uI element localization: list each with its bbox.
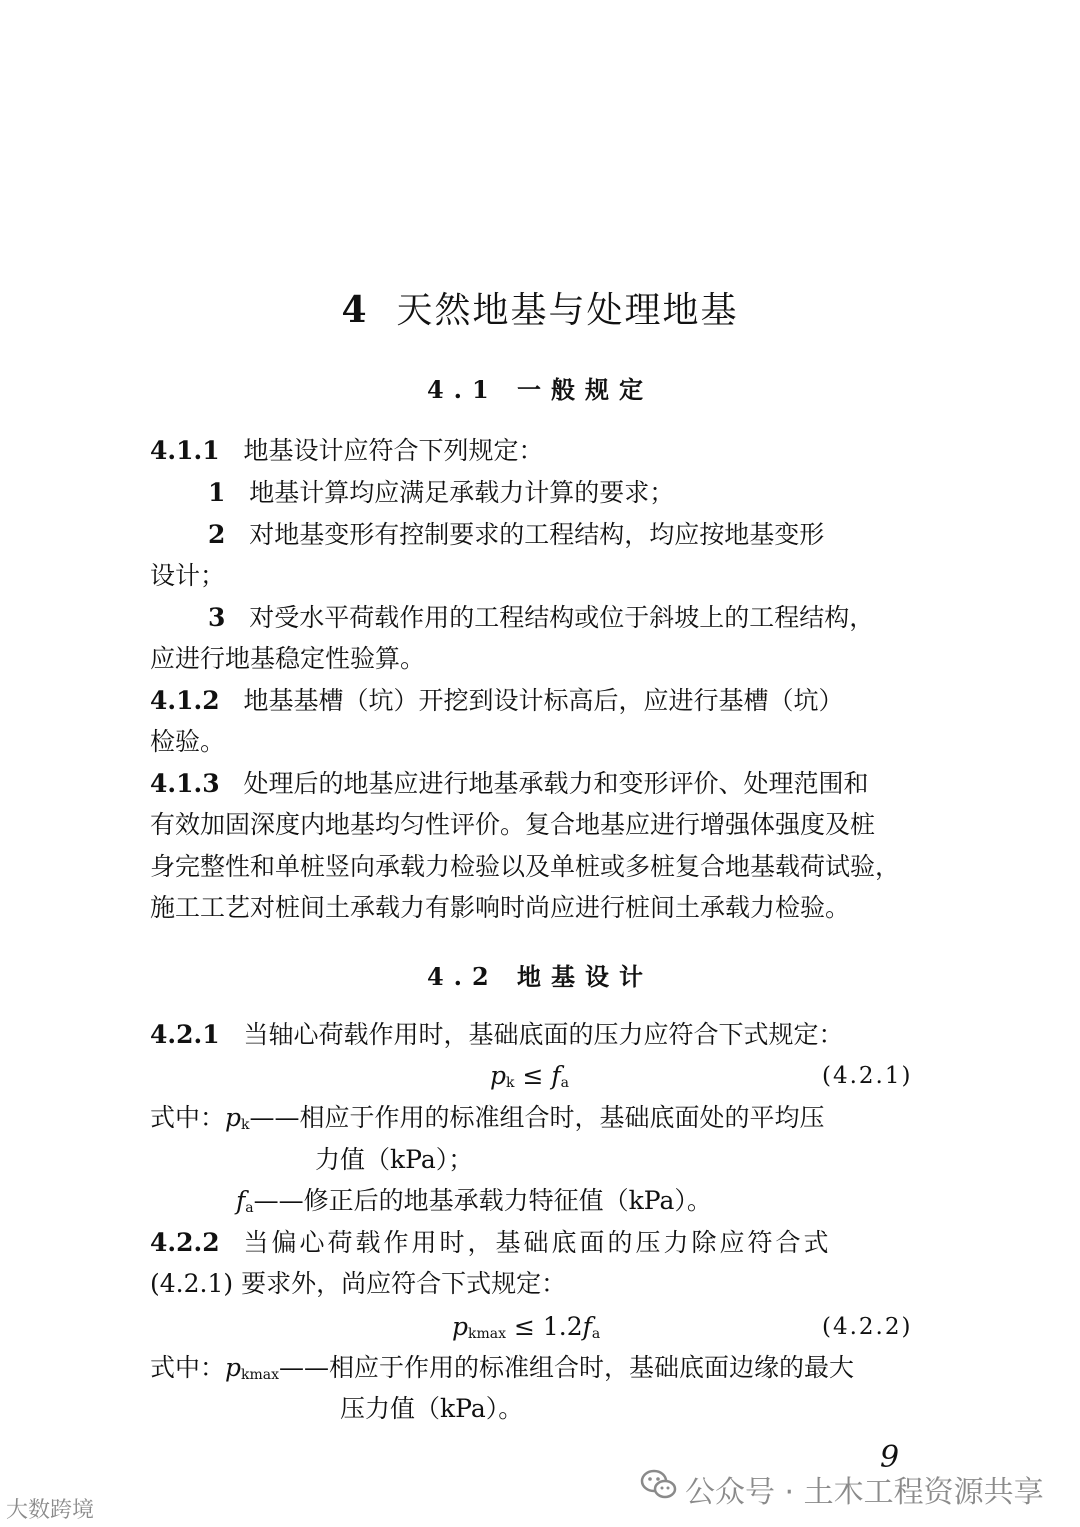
equation-number: (4.2.1) bbox=[822, 1063, 913, 1089]
watermark-logo: 大数跨境 bbox=[6, 1498, 95, 1523]
clause-4-1-3-cont-2: 身完整性和单桩竖向承载力检验以及单桩或多桩复合地基载荷试验， bbox=[150, 852, 901, 881]
clause-number: 4.1.1 bbox=[150, 436, 220, 465]
clause-text: 当偏心荷载作用时，基础底面的压力除应符合式 bbox=[243, 1228, 832, 1257]
where-clause-1-cont: 力值（kPa）； bbox=[315, 1145, 474, 1174]
item-text: 对受水平荷载作用的工程结构或位于斜坡上的工程结构， bbox=[249, 603, 875, 632]
list-item-3 bbox=[150, 603, 874, 633]
clause-4-1-1 bbox=[150, 436, 543, 466]
where-clause-3-cont: 压力值（kPa）。 bbox=[340, 1394, 524, 1423]
clause-4-1-3-cont-3: 施工工艺对桩间土承载力有影响时尚应进行桩间土承载力检验。 bbox=[150, 893, 851, 922]
clause-4-1-3-cont-1: 有效加固深度内地基均匀性评价。复合地基应进行增强体强度及桩 bbox=[150, 810, 876, 839]
where-clause-3: 式中：$p_{kmax}——$相应于作用的标准组合时，基础底面边缘的最大 bbox=[150, 1353, 855, 1383]
list-item-2 bbox=[150, 520, 824, 550]
where-clause-2: $f_a——$修正后的地基承载力特征值（kPa）。 bbox=[236, 1186, 712, 1216]
list-item-2-cont: 设计； bbox=[150, 561, 226, 590]
clause-text: 当轴心荷载作用时，基础底面的压力应符合下式规定： bbox=[243, 1020, 844, 1049]
section-heading-4-2: 4.2 地基设计 bbox=[426, 962, 654, 991]
clause-text: 地基设计应符合下列规定： bbox=[243, 436, 544, 465]
clause-number: 4.2.2 bbox=[150, 1228, 220, 1257]
item-text: 地基计算均应满足承载力计算的要求； bbox=[249, 478, 675, 507]
chapter-title: 天然地基与处理地基 bbox=[396, 290, 739, 331]
clause-4-1-3 bbox=[150, 769, 868, 799]
section-heading-4-1: 4.1 一般规定 bbox=[426, 375, 654, 404]
where-clause-1: 式中：$p_k——$相应于作用的标准组合时，基础底面处的平均压 bbox=[150, 1103, 825, 1133]
equation-4-2-2: $p_{kmax} \le 1.2f_a$ bbox=[452, 1312, 601, 1342]
list-item-3-cont: 应进行地基稳定性验算。 bbox=[150, 644, 426, 673]
chapter-number: 4 bbox=[341, 289, 369, 331]
item-text: 对地基变形有控制要求的工程结构，均应按地基变形 bbox=[249, 520, 825, 549]
clause-4-2-1 bbox=[150, 1020, 843, 1050]
clause-text: 处理后的地基应进行地基承载力和变形评价、处理范围和 bbox=[243, 769, 869, 798]
clause-4-1-2-cont: 检验。 bbox=[150, 727, 226, 756]
wechat-icon bbox=[640, 1469, 678, 1501]
chapter-heading bbox=[0, 282, 1080, 333]
list-item-1 bbox=[150, 478, 674, 508]
item-number: 2 bbox=[208, 520, 226, 549]
clause-4-1-2 bbox=[150, 686, 843, 716]
clause-text: 地基基槽（坑）开挖到设计标高后，应进行基槽（坑） bbox=[243, 686, 844, 715]
clause-number: 4.2.1 bbox=[150, 1020, 220, 1049]
item-number: 3 bbox=[208, 603, 226, 632]
equation-4-2-1: $p_k \le f_a$ bbox=[490, 1061, 569, 1091]
equation-number: (4.2.2) bbox=[822, 1314, 913, 1340]
watermark-account: 公众号 · 土木工程资源共享 bbox=[685, 1475, 1044, 1510]
clause-number: 4.1.2 bbox=[150, 686, 220, 715]
clause-4-2-2 bbox=[150, 1228, 831, 1258]
item-number: 1 bbox=[208, 478, 226, 507]
clause-number: 4.1.3 bbox=[150, 769, 220, 798]
clause-4-2-2-cont: (4.2.1) 要求外，尚应符合下式规定： bbox=[150, 1269, 567, 1298]
page-number: 9 bbox=[880, 1440, 900, 1475]
